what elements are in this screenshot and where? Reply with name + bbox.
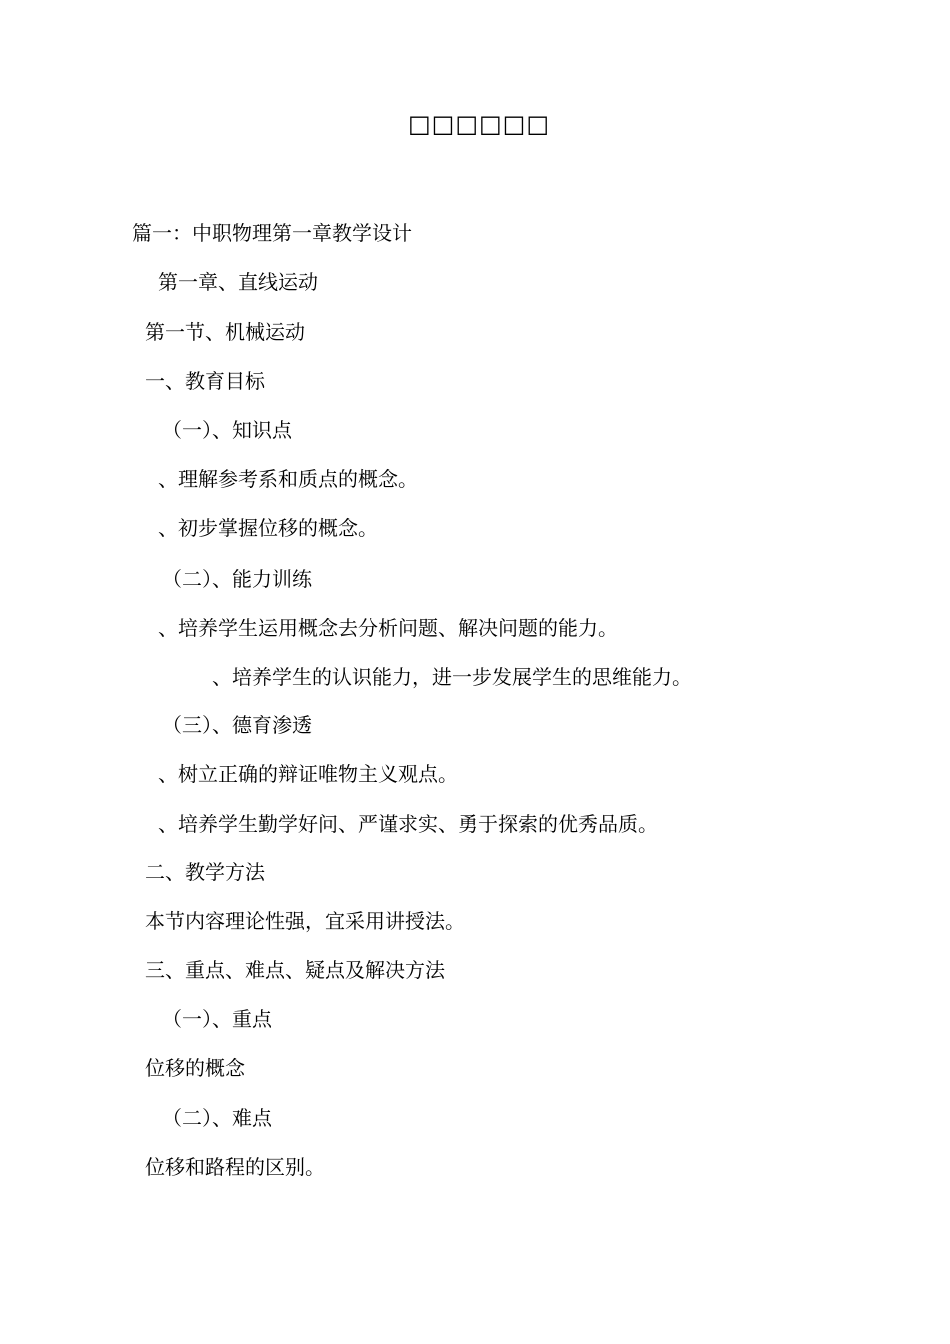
subheading-moral-education: （三）、德育渗透	[162, 713, 312, 737]
subheading-difficulty: （二）、难点	[162, 1106, 272, 1130]
article-heading: 篇一：中职物理第一章教学设计	[132, 221, 412, 245]
chapter-heading: 第一章、直线运动	[158, 270, 318, 294]
subheading-ability-training: （二）、能力训练	[162, 567, 312, 591]
paragraph: 位移的概念	[145, 1056, 245, 1080]
list-item: 、培养学生勤学好问、严谨求实、勇于探索的优秀品质。	[158, 812, 658, 836]
list-item: 、培养学生的认识能力，进一步发展学生的思维能力。	[212, 665, 692, 689]
paragraph: 本节内容理论性强，宜采用讲授法。	[145, 909, 465, 933]
paragraph: 位移和路程的区别。	[145, 1155, 325, 1179]
list-item: 、培养学生运用概念去分析问题、解决问题的能力。	[158, 616, 618, 640]
list-item: 、树立正确的辩证唯物主义观点。	[158, 762, 458, 786]
list-item: 、初步掌握位移的概念。	[158, 516, 378, 540]
subheading-knowledge: （一）、知识点	[162, 418, 292, 442]
section-heading: 第一节、机械运动	[145, 320, 305, 344]
list-item: 、理解参考系和质点的概念。	[158, 467, 418, 491]
heading-key-points: 三、重点、难点、疑点及解决方法	[145, 958, 445, 982]
heading-education-goals: 一、教育目标	[145, 369, 265, 393]
subheading-key-point: （一）、重点	[162, 1007, 272, 1031]
heading-teaching-method: 二、教学方法	[145, 860, 265, 884]
document-title: □□□□□□	[407, 110, 551, 138]
